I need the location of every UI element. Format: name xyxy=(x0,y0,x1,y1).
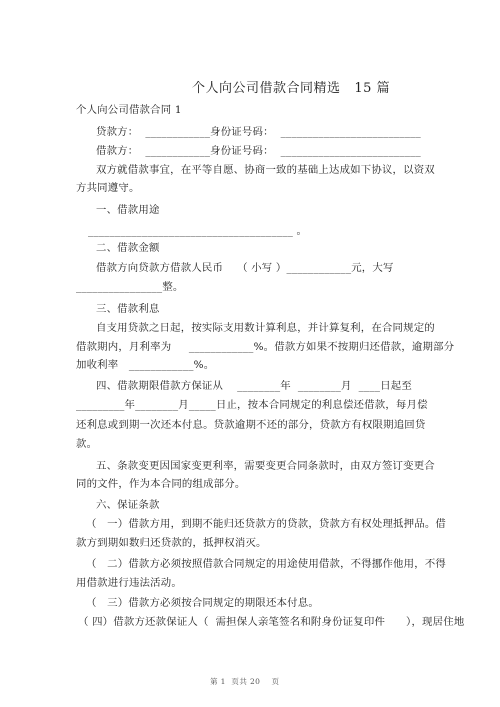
paragraph-line: ______________________________________ 。 xyxy=(88,225,308,237)
paragraph-line: （ 三）借款方必须按合同规定的期限还本付息。 xyxy=(86,597,319,609)
paragraph-line: ________________整。 xyxy=(76,281,184,293)
section-heading: 一、借款用途 xyxy=(96,204,160,216)
section-heading: 三、借款利息 xyxy=(96,303,160,315)
paragraph-line: 款方到期如数归还贷款的，抵押权消灭。 xyxy=(76,537,267,549)
paragraph-line: 用借款进行违法活动。 xyxy=(76,577,182,589)
paragraph-line: 自支用贷款之日起，按实际支用数计算利息，并计算复利，在合同规定的 xyxy=(96,322,435,334)
borrower-line: 借款方： ____________身份证号码： __________________________ xyxy=(96,145,421,157)
paragraph-line: 同的文件，作为本合同的组成部分。 xyxy=(76,478,246,490)
paragraph-line: _________年________月_____日止，按本合同规定的利息偿还借款，每月偿 xyxy=(76,399,428,411)
document-title: 个人向公司借款合同精选 15 篇 xyxy=(192,81,391,96)
paragraph-line: 五、条款变更因国家变更利率，需要变更合同条款时，由双方签订变更合 xyxy=(96,460,435,472)
paragraph-line: 四、借款期限借款方保证从 ________年 ________月 ____日起至 xyxy=(96,380,412,392)
lender-line: 贷款方： ____________身份证号码： __________________________ xyxy=(96,126,421,138)
contract-subtitle: 个人向公司借款合同 1 xyxy=(76,104,182,116)
paragraph-line: 方共同遵守。 xyxy=(76,182,140,194)
paragraph-line: 还利息或到期一次还本付息。贷款逾期不还的部分，贷款方有权限期追回贷 xyxy=(76,419,426,431)
paragraph-line: 借款方向贷款方借款人民币 （ 小写 ）____________元，大写 xyxy=(96,262,394,274)
paragraph-line: （ 一）借款方用，到期不能归还贷款方的贷款，贷款方有权处理抵押品。借 xyxy=(86,518,446,530)
paragraph-line: 双方就借款事宜，在平等自愿、协商一致的基础上达成如下协议，以资双 xyxy=(96,164,435,176)
paragraph-line: 借款期内，月利率为 ____________%。借款方如果不按期归还借款，逾期部分 xyxy=(76,341,455,353)
paragraph-line: （ 二）借款方必须按照借款合同规定的用途使用借款，不得挪作他用，不得 xyxy=(86,558,446,570)
paragraph-line: 款。 xyxy=(76,438,98,450)
paragraph-line: （ 四）借款方还款保证人（ 需担保人亲笔签名和附身份证复印件 ），现居住地 xyxy=(78,616,465,628)
section-heading: 六、保证条款 xyxy=(96,499,160,511)
paragraph-line: 加收利率 ____________%。 xyxy=(76,359,215,371)
section-heading: 二、借款金额 xyxy=(96,242,160,254)
page-footer: 第 1 页共 20 页 xyxy=(210,677,280,686)
